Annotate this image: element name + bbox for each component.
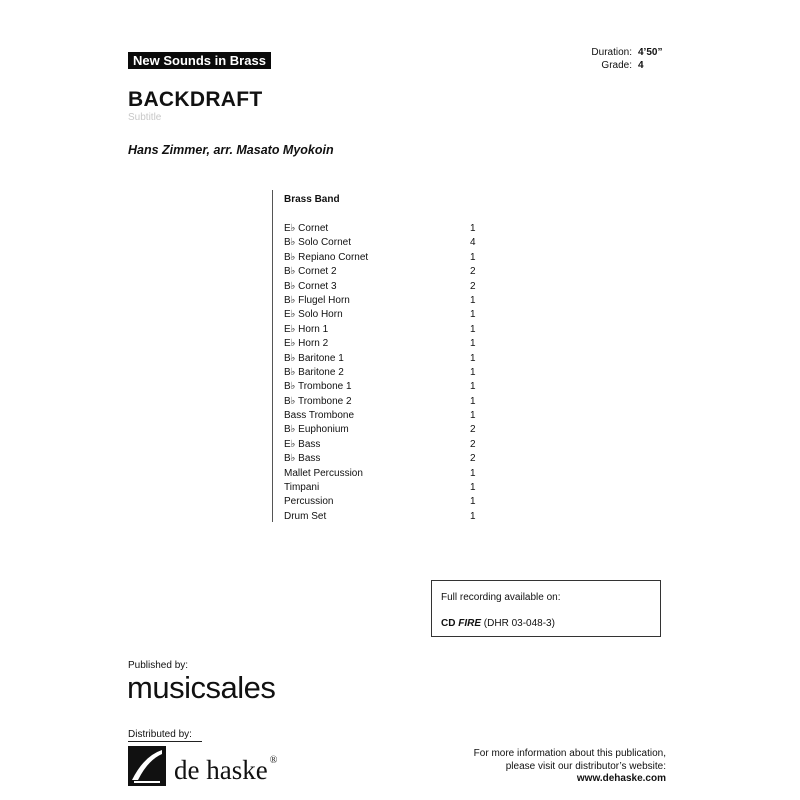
instrument-row xyxy=(284,481,484,495)
grade-value: 4 xyxy=(638,60,644,71)
instrumentation-block xyxy=(272,190,503,522)
instrument-count: 1 xyxy=(470,338,476,350)
instrument-name: E♭ Horn 2 xyxy=(284,338,329,350)
instrument-row xyxy=(284,323,484,337)
instrument-row xyxy=(284,236,484,250)
instrument-count: 2 xyxy=(470,424,476,436)
instrument-name: B♭ Bass xyxy=(284,453,321,465)
instrument-count: 1 xyxy=(470,366,476,378)
instrument-name: Timpani xyxy=(284,482,320,494)
instrument-count: 1 xyxy=(470,251,476,263)
instrument-count: 1 xyxy=(470,294,476,306)
musicsales-logo: musicsales xyxy=(127,670,276,705)
dehaske-mark-icon xyxy=(128,746,166,786)
instrument-name: E♭ Horn 1 xyxy=(284,323,329,335)
instrument-count: 2 xyxy=(470,453,476,465)
instrument-row xyxy=(284,222,484,236)
instrument-count: 1 xyxy=(470,309,476,321)
instrument-name: B♭ Flugel Horn xyxy=(284,294,350,306)
instrument-row xyxy=(284,294,484,308)
dehaske-logo xyxy=(128,745,277,787)
instrument-name: B♭ Baritone 1 xyxy=(284,352,344,364)
instrument-name: B♭ Solo Cornet xyxy=(284,237,351,249)
instrument-count: 1 xyxy=(470,510,476,522)
dehaske-wordmark xyxy=(174,755,277,786)
instrument-name: E♭ Cornet xyxy=(284,223,329,234)
published-by-label: Published by: xyxy=(128,660,189,671)
distributor-url: www.dehaske.com xyxy=(576,773,666,784)
instrumentation-list xyxy=(284,222,484,524)
instrument-count: 1 xyxy=(470,352,476,364)
instrument-row xyxy=(284,467,484,481)
instrument-count: 1 xyxy=(470,467,476,479)
instrument-row xyxy=(284,265,484,279)
more-info-line2: please visit our distributor’s website: xyxy=(505,760,666,772)
registered-mark: ® xyxy=(269,754,278,766)
grade-label: Grade: xyxy=(601,60,632,71)
instrument-count: 1 xyxy=(470,395,476,407)
cd-title: FIRE xyxy=(458,618,482,629)
instrument-name: B♭ Baritone 2 xyxy=(284,366,344,378)
instrument-name: B♭ Cornet 3 xyxy=(284,280,337,292)
instrument-row xyxy=(284,452,484,466)
instrument-row xyxy=(284,495,484,509)
instrument-count: 2 xyxy=(470,438,476,450)
instrument-count: 1 xyxy=(470,381,476,393)
cd-code: (DHR 03-048-3) xyxy=(483,618,555,629)
composer-credit: Hans Zimmer, arr. Masato Myokoin xyxy=(128,143,334,157)
instrument-row xyxy=(284,366,484,380)
instrument-row xyxy=(284,438,484,452)
instrument-row xyxy=(284,280,484,294)
recording-box xyxy=(431,580,661,637)
instrument-name: Percussion xyxy=(284,496,334,508)
instrument-name: Drum Set xyxy=(284,510,327,522)
instrument-row xyxy=(284,510,484,524)
instrument-name: B♭ Trombone 2 xyxy=(284,395,352,407)
instrument-row xyxy=(284,409,484,423)
subtitle: Subtitle xyxy=(128,112,162,123)
duration-label: Duration: xyxy=(591,47,632,58)
more-info-line1: For more information about this publication, xyxy=(473,748,666,759)
cd-label: CD xyxy=(441,618,456,629)
instrument-count: 2 xyxy=(470,266,476,278)
recording-cd xyxy=(441,618,555,629)
instrument-row xyxy=(284,251,484,265)
instrument-count: 1 xyxy=(470,482,476,494)
instrument-name: B♭ Trombone 1 xyxy=(284,381,352,393)
grade-row xyxy=(560,59,662,72)
instrument-count: 1 xyxy=(470,410,476,422)
instrument-count: 1 xyxy=(470,496,476,508)
instrument-row xyxy=(284,308,484,322)
instrument-count: 1 xyxy=(470,323,476,335)
instrument-name: B♭ Euphonium xyxy=(284,424,349,436)
instrument-row xyxy=(284,337,484,351)
instrument-row xyxy=(284,352,484,366)
instrument-count: 4 xyxy=(470,237,476,249)
instrument-name: B♭ Repiano Cornet xyxy=(284,251,369,263)
dehaske-name: de haske xyxy=(174,754,268,785)
series-badge: New Sounds in Brass xyxy=(128,52,271,69)
piece-meta xyxy=(560,46,662,72)
instrument-row xyxy=(284,395,484,409)
instrumentation-heading: Brass Band xyxy=(284,194,340,205)
instrument-name: B♭ Cornet 2 xyxy=(284,266,337,278)
instrument-name: E♭ Solo Horn xyxy=(284,309,343,321)
duration-value: 4’50” xyxy=(638,47,663,58)
instrument-count: 1 xyxy=(470,223,476,234)
instrument-row xyxy=(284,423,484,437)
instrument-name: E♭ Bass xyxy=(284,438,321,450)
instrument-name: Bass Trombone xyxy=(284,410,355,422)
instrument-count: 2 xyxy=(470,280,476,292)
distributed-by-label: Distributed by: xyxy=(128,729,202,742)
page-title: BACKDRAFT xyxy=(128,88,263,111)
instrument-row xyxy=(284,380,484,394)
more-info xyxy=(474,748,666,786)
duration-row xyxy=(560,46,662,59)
instrument-name: Mallet Percussion xyxy=(284,467,363,479)
recording-label: Full recording available on: xyxy=(441,592,561,603)
